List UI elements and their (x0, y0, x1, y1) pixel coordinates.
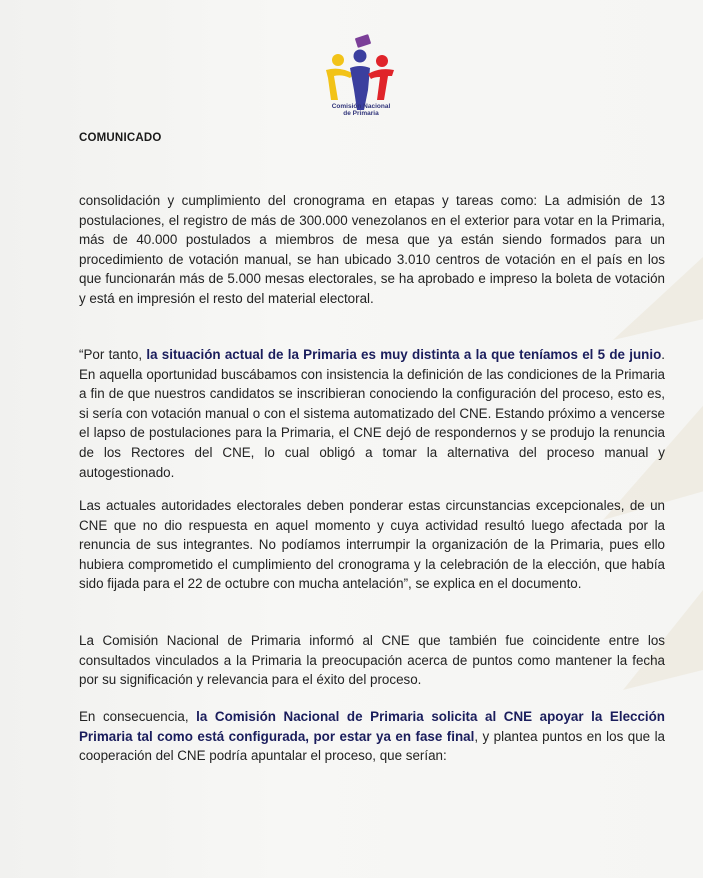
paragraph-5 (79, 707, 665, 766)
paragraph-4: La Comisión Nacional de Primaria informó al CNE que también fue coincidente entre los consultados vinculados a la Primaria la preocupación acerca de puntos como mantener la fecha por su significación y relevancia para el éxito del proceso. (79, 633, 665, 688)
document-heading: COMUNICADO (79, 132, 162, 144)
paragraph-5-after: , y plantea puntos en los que la cooperación del CNE podría apuntalar el proceso, que serían: (79, 728, 665, 764)
paragraph-5-bold: la Comisión Nacional de Primaria solicita al CNE apoyar la Elección Primaria tal como está configurada, por estar ya en fase final (79, 709, 665, 744)
paragraph-2-after: . En aquella oportunidad buscábamos con insistencia la definición de las condiciones de la Primaria a fin de que nuestros candidatos se inscribieran conociendo la configuración del proceso, esto es, si sería con votación manual o con el sistema automatizado del CNE. Estando próximo a vencerse el lapso de postulaciones para la Primaria, el CNE dejó de respondernos y se produjo la renuncia de los Rectores del CNE, lo cual obligó a tomar la alternativa del proceso manual y autogestionado. (79, 347, 665, 480)
paragraph-3: Las actuales autoridades electorales deben ponderar estas circunstancias excepcionales, de un CNE que no dio respuesta en aquel momento y cuya actividad resultó luego afectada por la renuncia de sus integrantes. No podíamos interrumpir la organización de la Primaria, pues ello hubiera comprometido el cumplimiento del cronograma y la celebración de la elección, que había sido fijada para el 22 de octubre con mucha antelación”, se explica en el documento. (79, 498, 665, 592)
paragraph-5-before: En consecuencia, (79, 709, 197, 724)
logo-caption (316, 103, 406, 117)
logo-line-2: de Primaria (343, 110, 379, 117)
logo-line-1: Comisión Nacional (331, 103, 391, 110)
paragraph-1: consolidación y cumplimiento del cronograma en etapas y tareas como: La admisión de 13 postulaciones, el registro de más de 300.000 venezolanos en el exterior para votar en la Primaria, más de 40.000 postulados a miembros de mesa que ya están siendo formados para un procedimiento de votación manual, se han ubicado 3.010 centros de votación en el país en los que funcionarán más de 5.000 mesas electorales, se ha aprobado e impreso la boleta de votación y está en impresión el resto del material electoral. (79, 193, 665, 306)
paragraph-2 (79, 345, 665, 482)
paragraph-2-before: “Por tanto, (79, 347, 147, 362)
paragraph-2-bold: la situación actual de la Primaria es muy distinta a la que teníamos el 5 de junio (146, 347, 662, 362)
